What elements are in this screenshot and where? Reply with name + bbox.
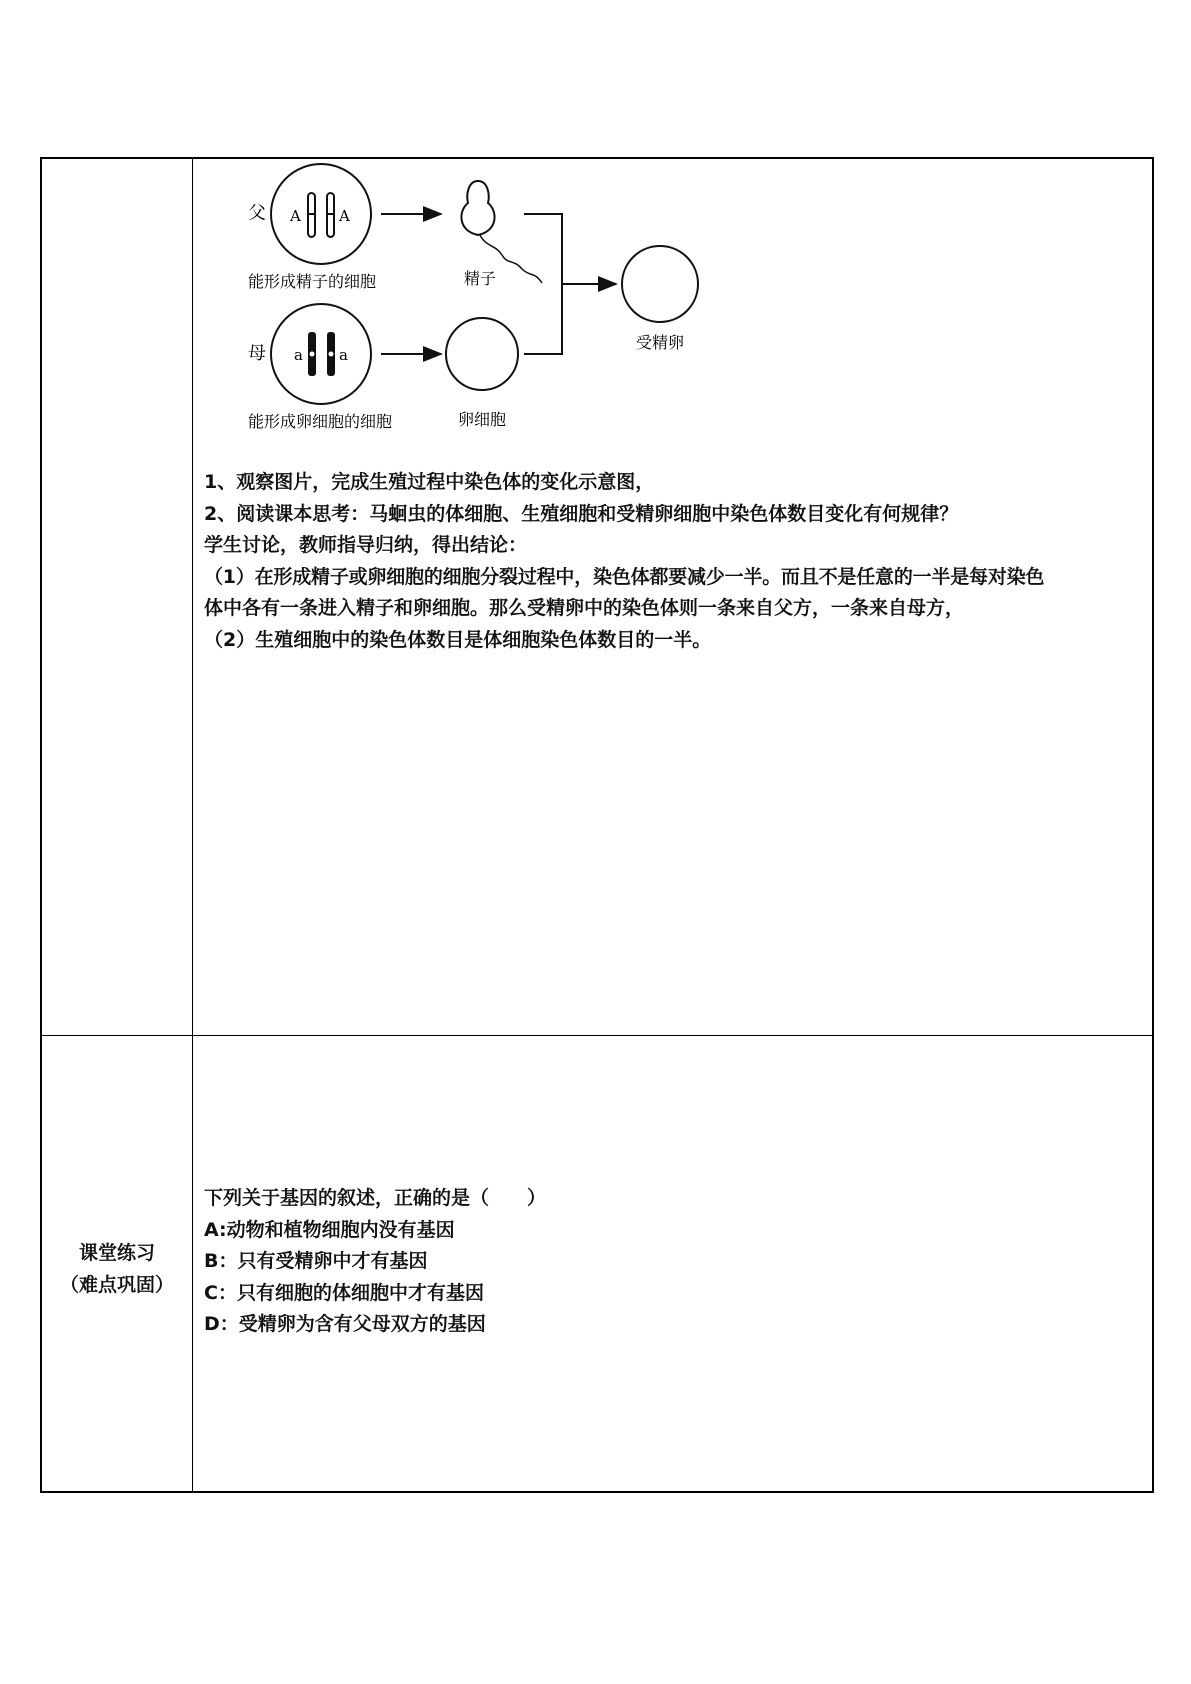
egg-caption: 卵细胞: [458, 410, 507, 429]
zygote-caption: 受精卵: [636, 333, 685, 352]
father-cell: [271, 164, 371, 264]
father-allele-left: A: [290, 207, 301, 225]
option-d: D：受精卵为含有父母双方的基因: [204, 1313, 486, 1335]
mother-label: 母: [248, 343, 266, 364]
column-divider: [192, 159, 193, 1491]
sperm-caption: 精子: [464, 269, 497, 288]
practice-question-block: [204, 1183, 1140, 1341]
practice-question: 下列关于基因的叙述，正确的是（ ）: [204, 1187, 547, 1209]
text-line-1: 1、观察图片，完成生殖过程中染色体的变化示意图，: [204, 471, 655, 493]
mother-cell: [271, 304, 371, 404]
practice-label-line2: （难点巩固）: [59, 1274, 174, 1296]
father-label: 父: [248, 203, 266, 224]
text-line-4: （1）在形成精子或卵细胞的细胞分裂过程中，染色体都要减少一半。而且不是任意的一半是每对染色: [204, 565, 1045, 588]
practice-label: [42, 1237, 192, 1301]
zygote-cell: [622, 246, 698, 322]
option-c: C：只有细胞的体细胞中才有基因: [204, 1281, 484, 1304]
option-a: A:动物和植物细胞内没有基因: [204, 1218, 455, 1241]
text-line-5: 体中各有一条进入精子和卵细胞。那么受精卵中的染色体则一条来自父方，一条来自母方，: [204, 597, 965, 619]
text-line-6: （2）生殖细胞中的染色体数目是体细胞染色体数目的一半。: [204, 628, 712, 651]
mother-allele-left: a: [294, 346, 303, 364]
sperm-head: [461, 181, 494, 235]
egg-cell: [446, 318, 518, 390]
practice-label-line1: 课堂练习: [78, 1242, 155, 1264]
lesson-table: [40, 157, 1154, 1493]
upper-text-block: [204, 467, 1140, 656]
text-line-3: 学生讨论，教师指导归纳，得出结论：: [204, 534, 528, 556]
father-allele-right: A: [339, 207, 350, 225]
text-line-2: 2、阅读课本思考：马蛔虫的体细胞、生殖细胞和受精卵细胞中染色体数目变化有何规律？: [204, 502, 959, 525]
fertilization-diagram: [196, 159, 756, 459]
merge-bracket: [524, 214, 562, 354]
mother-cell-caption: 能形成卵细胞的细胞: [248, 412, 393, 431]
father-cell-caption: 能形成精子的细胞: [248, 272, 377, 291]
option-b: B：只有受精卵中才有基因: [204, 1250, 428, 1272]
row-divider: [42, 1035, 1152, 1036]
mother-allele-right: a: [339, 346, 348, 364]
